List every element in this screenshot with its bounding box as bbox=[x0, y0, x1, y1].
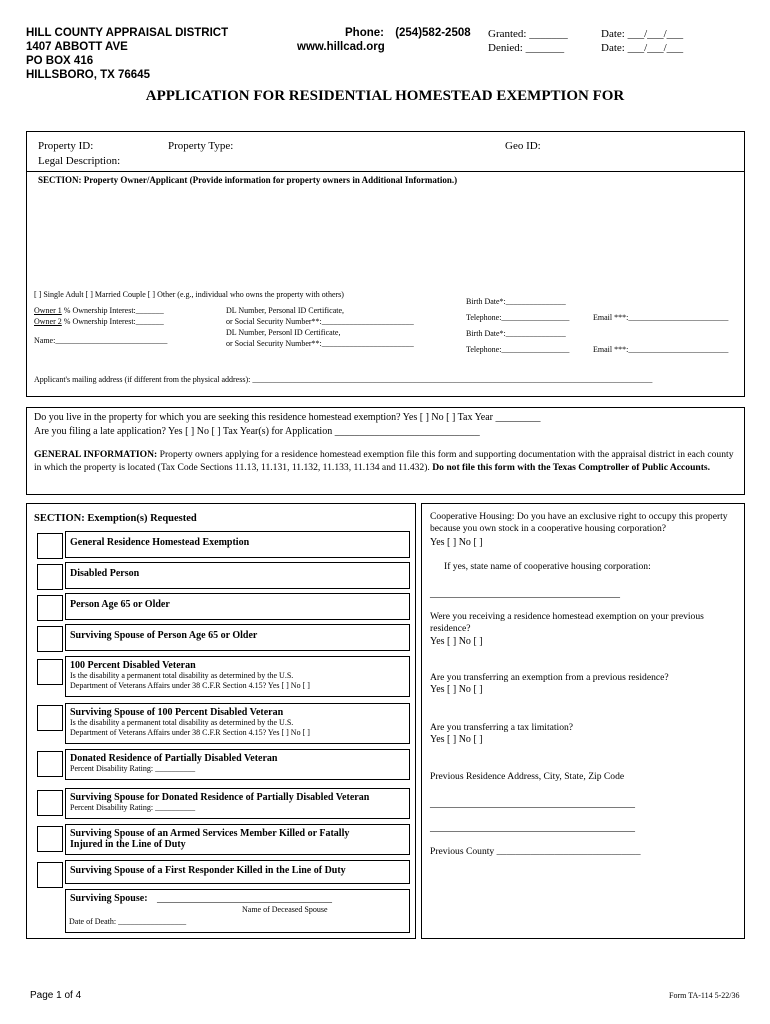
phone-label: Phone: bbox=[345, 27, 384, 39]
date-of-death-field[interactable]: Date of Death: _________________ bbox=[69, 917, 187, 926]
exemption-title: Person Age 65 or Older bbox=[70, 599, 170, 610]
exemption-title: Surviving Spouse of Person Age 65 or Older bbox=[70, 630, 258, 641]
exemption-checkbox-armed-services[interactable] bbox=[37, 826, 63, 852]
phone-number: (254)582-2508 bbox=[395, 27, 471, 39]
surviving-spouse-caption: Name of Deceased Spouse bbox=[242, 905, 328, 914]
cooperative-housing-yes-no[interactable]: Yes [ ] No [ ] bbox=[430, 537, 483, 548]
exemption-spouse-disabled-veteran-100 bbox=[65, 703, 410, 744]
exemption-checkbox-disabled[interactable] bbox=[37, 564, 63, 590]
legal-description-label[interactable]: Legal Description: bbox=[38, 155, 121, 167]
exemption-checkbox-spouse-dv100[interactable] bbox=[37, 705, 63, 731]
phone-row bbox=[345, 26, 471, 40]
transfer-limitation-question: Are you transferring a tax limitation? bbox=[430, 722, 574, 733]
general-information-heading: GENERAL INFORMATION: bbox=[34, 449, 158, 460]
owner-name-field[interactable]: Name:____________________________ bbox=[34, 336, 168, 345]
ssn-field-1[interactable]: or Social Security Number**:_______________________ bbox=[226, 317, 414, 326]
owner-section-heading: SECTION: Property Owner/Applicant (Provide information for property owners in Additional Information.) bbox=[38, 175, 458, 185]
exemption-subtext[interactable]: Percent Disability Rating: __________ bbox=[70, 803, 196, 812]
previous-address-field-1[interactable]: _________________________________________ bbox=[430, 798, 635, 809]
exemption-disabled-veteran-100 bbox=[65, 656, 410, 697]
exemption-subtext[interactable]: Percent Disability Rating: __________ bbox=[70, 764, 196, 773]
previous-exemption-yes-no[interactable]: Yes [ ] No [ ] bbox=[430, 636, 483, 647]
address-line-3: HILLSBORO, TX 76645 bbox=[26, 69, 150, 81]
exemption-surviving-spouse-65 bbox=[65, 624, 410, 651]
owner-1-ownership[interactable] bbox=[34, 306, 164, 315]
exemption-first-responder-spouse bbox=[65, 860, 410, 884]
exemption-checkbox-first-responder[interactable] bbox=[37, 862, 63, 888]
address-line-2: PO BOX 416 bbox=[26, 55, 94, 67]
exemptions-heading: SECTION: Exemption(s) Requested bbox=[34, 513, 197, 524]
owner-2-ownership[interactable] bbox=[34, 317, 164, 326]
live-in-property-question[interactable]: Do you live in the property for which you are seeking this residence homestead exemption? Yes [ ] No [ ] Tax Year _________ bbox=[34, 412, 541, 423]
exemption-title: Surviving Spouse of a First Responder Killed in the Line of Duty bbox=[70, 865, 346, 876]
email-field-2[interactable]: Email ***:_________________________ bbox=[593, 345, 729, 354]
ssn-field-2[interactable]: or Social Security Number**:_______________________ bbox=[226, 339, 414, 348]
exemption-title: Donated Residence of Partially Disabled Veteran bbox=[70, 753, 278, 764]
email-field-1[interactable]: Email ***:_________________________ bbox=[593, 313, 729, 322]
transfer-limitation-yes-no[interactable]: Yes [ ] No [ ] bbox=[430, 734, 483, 745]
cooperative-housing-name-label: If yes, state name of cooperative housing corporation: bbox=[444, 561, 651, 572]
exemption-title: Surviving Spouse of 100 Percent Disabled Veteran bbox=[70, 707, 284, 718]
granted-date-field[interactable]: Date: ___/___/___ bbox=[601, 28, 684, 40]
ownership-interest: % Ownership Interest:_______ bbox=[61, 317, 164, 326]
previous-county-field[interactable]: Previous County ______________________________ bbox=[430, 846, 641, 857]
exemption-title: Surviving Spouse for Donated Residence of Partially Disabled Veteran bbox=[70, 792, 370, 803]
previous-address-label: Previous Residence Address, City, State, Zip Code bbox=[430, 771, 625, 782]
general-information-text: Property owners applying for a residence homestead exemption file this form and supporting documentation with the appraisal district in each county in which the property is located (Tax Code Sections 11.13, 11.131, 11.132, 11.133, 11.134 and 11.432). bbox=[34, 449, 734, 473]
address-line-1: 1407 ABBOTT AVE bbox=[26, 41, 128, 53]
page-number: Page 1 of 4 bbox=[30, 990, 82, 1001]
previous-address-field-2[interactable]: _________________________________________ bbox=[430, 822, 635, 833]
telephone-field-2[interactable]: Telephone:_________________ bbox=[466, 345, 570, 354]
exemption-subtext: Is the disability a permanent total disability as determined by the U.S. bbox=[70, 671, 294, 680]
late-application-question[interactable]: Are you filing a late application? Yes [ ] No [ ] Tax Year(s) for Application _____________________________ bbox=[34, 426, 480, 437]
owner-1-label: Owner 1 bbox=[34, 306, 62, 315]
exemption-checkbox-dv100[interactable] bbox=[37, 659, 63, 685]
mailing-address-field[interactable]: Applicant's mailing address (if different from the physical address): ____________________________________________________________________________________________________ bbox=[34, 375, 653, 384]
birth-date-field-1[interactable]: Birth Date*:_______________ bbox=[466, 297, 566, 306]
exemption-subtext: Is the disability a permanent total disability as determined by the U.S. bbox=[70, 718, 294, 727]
general-information-warning: Do not file this form with the Texas Comptroller of Public Accounts. bbox=[429, 462, 711, 473]
denied-date-field[interactable]: Date: ___/___/___ bbox=[601, 42, 684, 54]
exemption-checkbox-donated-residence[interactable] bbox=[37, 751, 63, 777]
exemption-checkbox-age-65[interactable] bbox=[37, 595, 63, 621]
form-title: APPLICATION FOR RESIDENTIAL HOMESTEAD EXEMPTION FOR bbox=[145, 88, 625, 104]
exemption-checkbox-spouse-65[interactable] bbox=[37, 626, 63, 652]
exemption-title: Surviving Spouse of an Armed Services Member Killed or Fatally Injured in the Line of Duty bbox=[70, 828, 350, 850]
property-id-label[interactable]: Property ID: bbox=[38, 140, 94, 152]
exemption-armed-services-spouse bbox=[65, 824, 410, 855]
exemption-title: 100 Percent Disabled Veteran bbox=[70, 660, 196, 671]
denied-field[interactable]: Denied: _______ bbox=[488, 42, 565, 54]
cooperative-housing-question: Cooperative Housing: Do you have an exclusive right to occupy this property because you own stock in a cooperative housing corporation? bbox=[430, 511, 728, 534]
exemption-title: Disabled Person bbox=[70, 568, 140, 579]
website: www.hillcad.org bbox=[297, 41, 385, 53]
telephone-field-1[interactable]: Telephone:_________________ bbox=[466, 313, 570, 322]
cooperative-housing-name-field[interactable]: ______________________________________ bbox=[430, 588, 620, 599]
exemption-checkbox-general[interactable] bbox=[37, 533, 63, 559]
form-number: Form TA-114 5-22/36 bbox=[669, 991, 740, 1000]
property-type-label[interactable]: Property Type: bbox=[168, 140, 234, 152]
dl-label-1: DL Number, Personal ID Certificate, bbox=[226, 306, 345, 315]
exemption-donated-residence bbox=[65, 749, 410, 780]
granted-field[interactable]: Granted: _______ bbox=[488, 28, 568, 40]
surviving-spouse-name-field[interactable]: ___________________________________ bbox=[157, 893, 332, 904]
general-information bbox=[34, 448, 740, 474]
owner-2-label: Owner 2 bbox=[34, 317, 62, 326]
exemption-subtext[interactable]: Department of Veterans Affairs under 38 C.F.R Section 4.15? Yes [ ] No [ ] bbox=[70, 681, 310, 690]
exemption-spouse-donated-residence bbox=[65, 788, 410, 819]
birth-date-field-2[interactable]: Birth Date*:_______________ bbox=[466, 329, 566, 338]
exemption-age-65 bbox=[65, 593, 410, 620]
dl-label-2: DL Number, Personl ID Certificate, bbox=[226, 328, 341, 337]
transfer-exemption-question: Are you transferring an exemption from a previous residence? bbox=[430, 672, 669, 683]
exemption-checkbox-spouse-donated[interactable] bbox=[37, 790, 63, 816]
exemption-title: General Residence Homestead Exemption bbox=[70, 537, 250, 548]
marital-status-options[interactable]: [ ] Single Adult [ ] Married Couple [ ] Other (e.g., individual who owns the property with others) bbox=[34, 290, 344, 299]
exemption-general-residence bbox=[65, 531, 410, 558]
org-name: HILL COUNTY APPRAISAL DISTRICT bbox=[26, 27, 229, 39]
surviving-spouse-label: Surviving Spouse: bbox=[70, 893, 148, 904]
transfer-exemption-yes-no[interactable]: Yes [ ] No [ ] bbox=[430, 684, 483, 695]
divider bbox=[26, 171, 745, 172]
geo-id-label[interactable]: Geo ID: bbox=[505, 140, 541, 152]
exemption-disabled-person bbox=[65, 562, 410, 589]
previous-exemption-question: Were you receiving a residence homestead exemption on your previous residence? bbox=[430, 611, 704, 634]
exemption-subtext[interactable]: Department of Veterans Affairs under 38 C.F.R Section 4.15? Yes [ ] No [ ] bbox=[70, 728, 310, 737]
ownership-interest: % Ownership Interest:_______ bbox=[61, 306, 164, 315]
